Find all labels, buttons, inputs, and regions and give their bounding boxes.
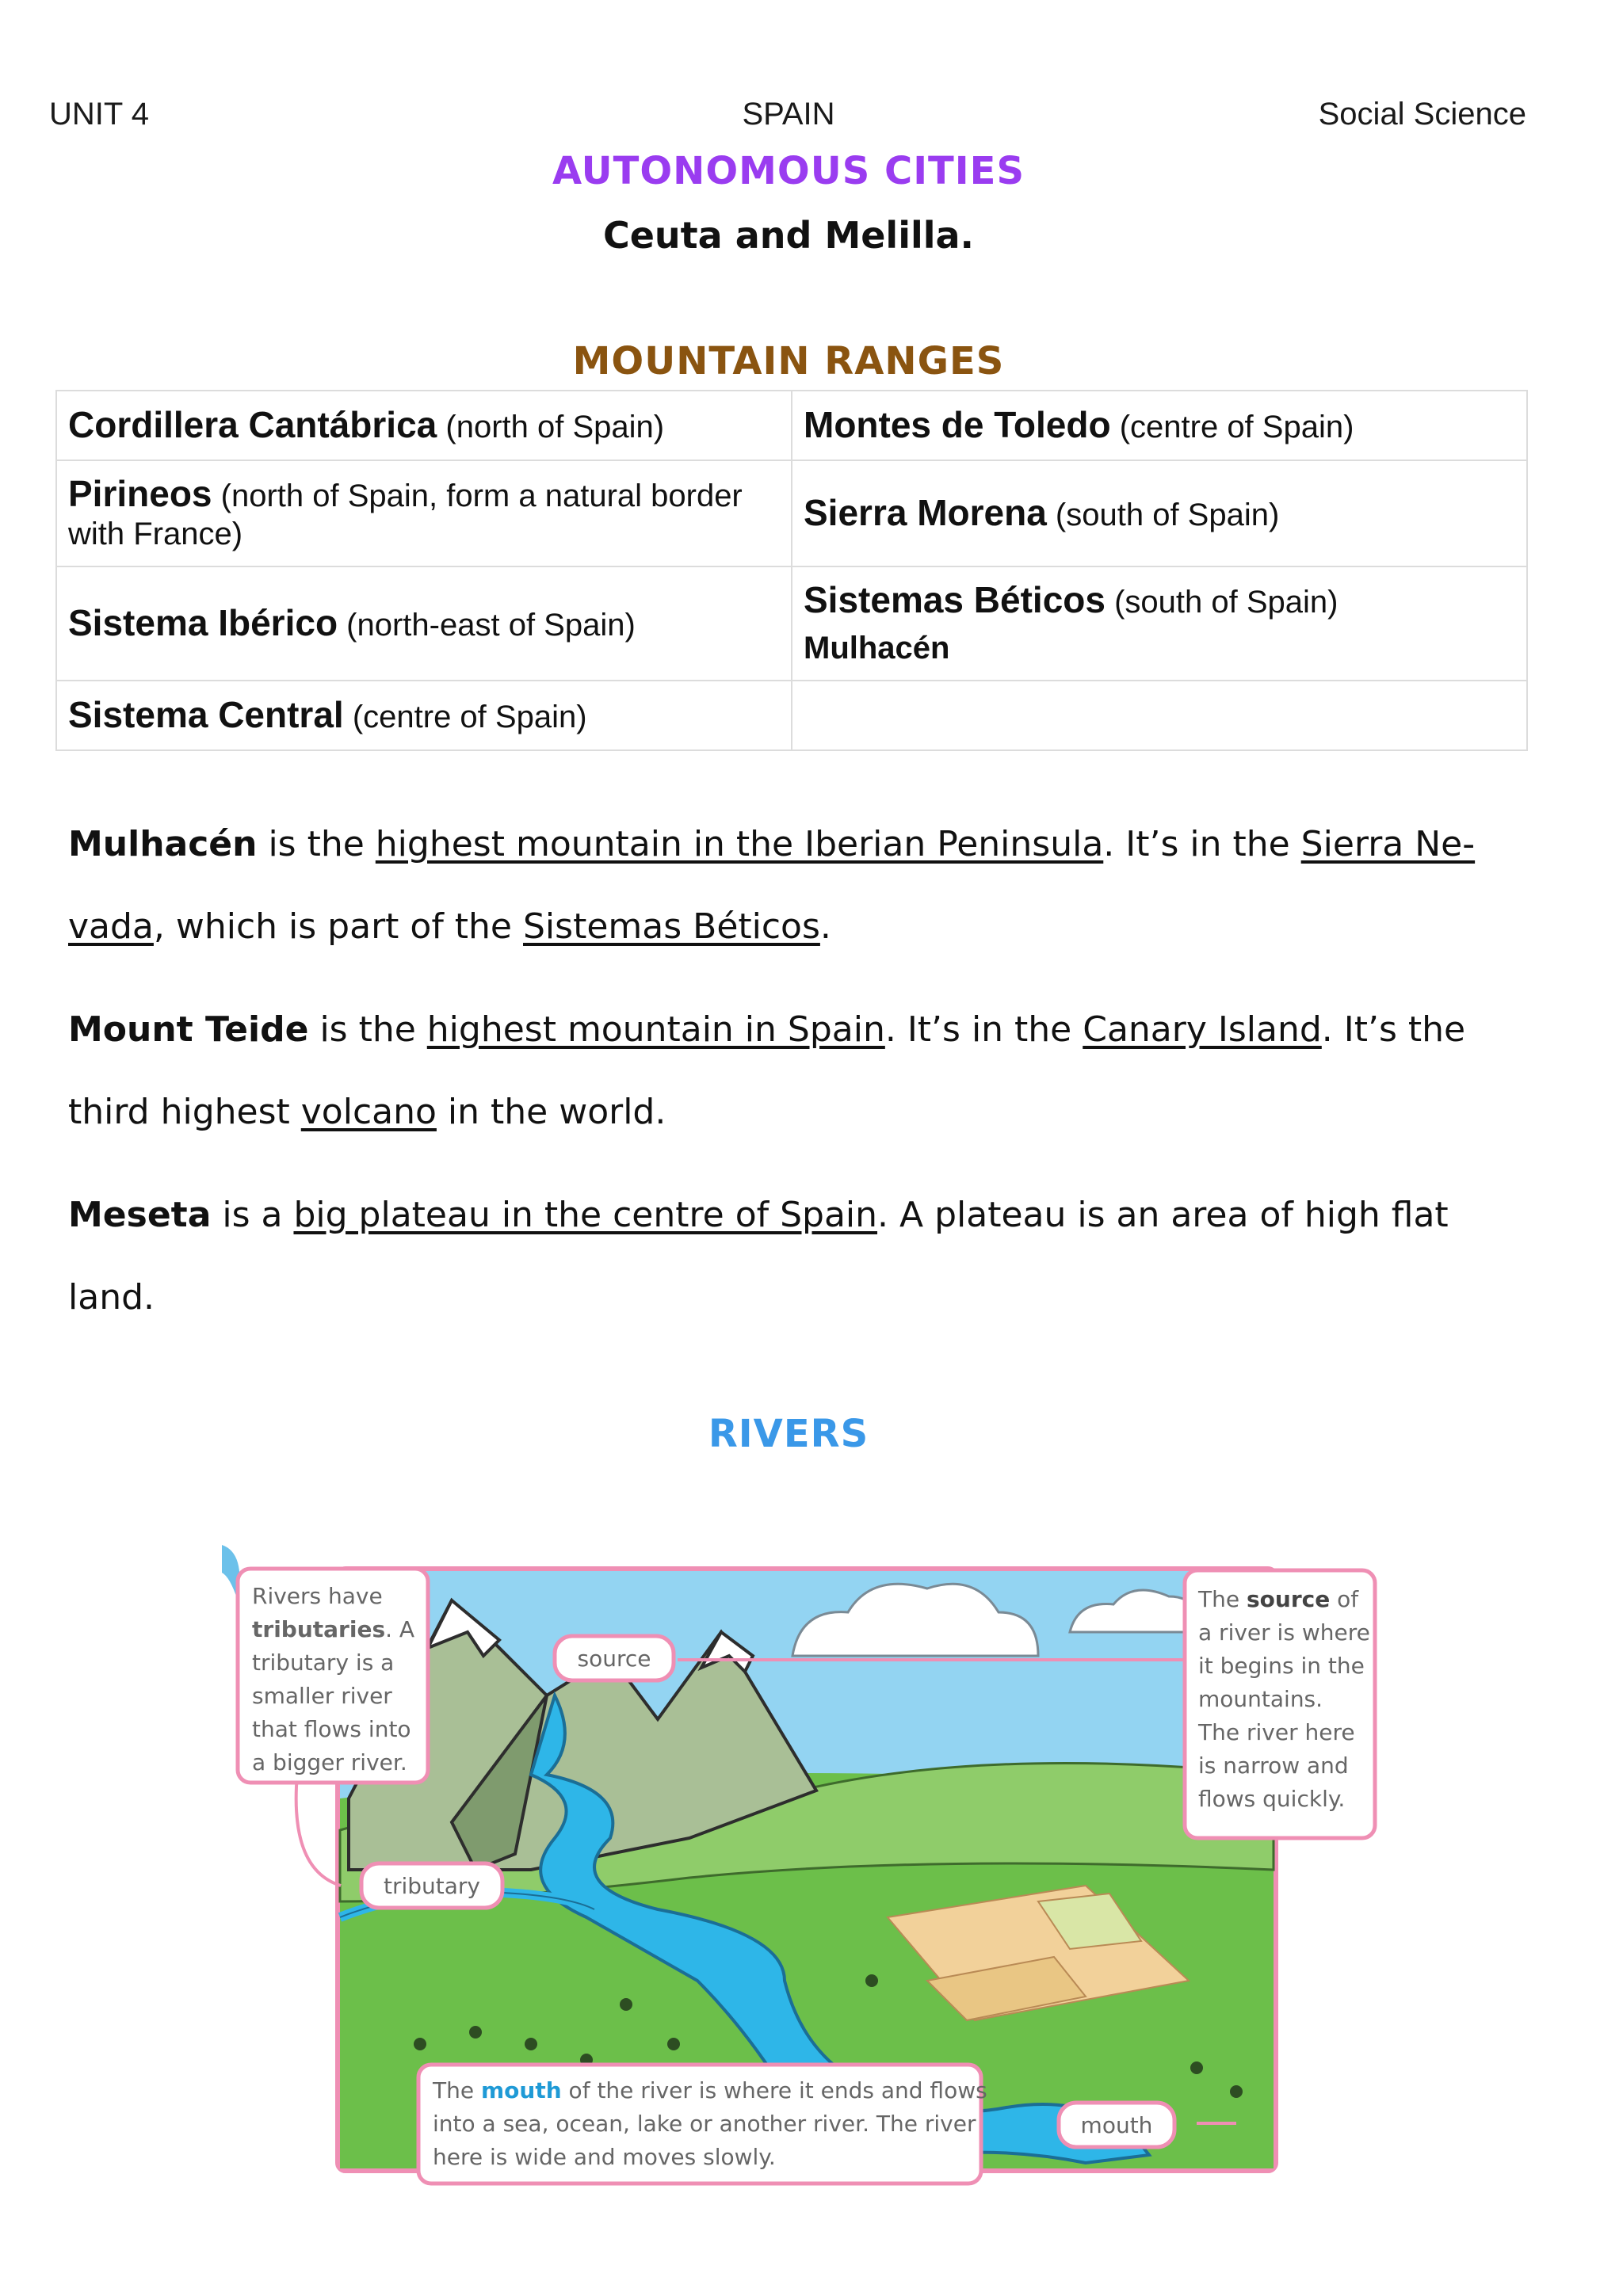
table-cell [56,391,792,460]
underlined-text: big plateau in the centre of Spain [293,1195,878,1235]
box-text: The river here [1198,1719,1355,1745]
table-cell-empty [792,681,1527,750]
range-desc: (south of Spain) [1046,497,1280,532]
unit-label: UNIT 4 [49,97,149,132]
teide-paragraph [68,989,1495,1154]
rivers-heading: RIVERS [708,1412,869,1456]
text: is the [257,824,376,864]
box-text: that flows into [252,1716,411,1742]
topic-label: SPAIN [742,97,835,132]
box-text: mountains. [1198,1686,1323,1712]
table-cell [792,460,1527,566]
svg-text:The mouth of the river is wher [432,2077,987,2103]
underlined-text: highest mountain in the Iberian Peninsula [375,824,1104,864]
box-text: a bigger river. [252,1749,407,1775]
svg-text:mountains. [1198,1686,1323,1712]
text: . It’s the third highest [68,1009,1466,1132]
box-text: into a sea, ocean, lake or another river. The river [433,2111,976,2137]
autonomous-cities-heading: AUTONOMOUS CITIES [552,149,1025,193]
term: Mulhacén [68,824,258,864]
range-desc: (south of Spain) [1105,584,1338,620]
svg-text:flows quickly. [1198,1786,1345,1812]
box-text: . A [385,1616,415,1642]
subject-label: Social Science [1318,97,1526,132]
table-row [56,391,1527,460]
underlined-text: Sierra Ne-vada [68,824,1476,947]
text: . It’s in the [1103,824,1301,864]
table-row [56,681,1527,750]
range-desc: (centre of Spain) [343,699,587,734]
box-term: tributaries [252,1616,386,1642]
svg-text:The source of [1197,1586,1359,1612]
tributary-label [361,1863,502,1908]
table-cell [56,566,792,681]
box-text: The [1198,1586,1247,1612]
box-text: tributary is a [252,1650,395,1676]
box-text: a river is where [1198,1619,1370,1646]
term: Meseta [68,1195,212,1235]
text: . It’s in the [884,1009,1083,1050]
box-text: of the river is where it ends and flows [561,2077,987,2103]
table-row [56,566,1527,681]
underlined-text: Sistemas Béticos [523,906,820,947]
range-name: Pirineos [68,472,212,514]
source-label [555,1636,674,1680]
table-cell [56,460,792,566]
box-text: here is wide and moves slowly. [433,2144,776,2170]
underlined-text: highest mountain in Spain [426,1009,885,1050]
range-desc: (north of Spain, form a natural border with France) [68,478,743,551]
autonomous-cities-list: Ceuta and Melilla. [602,214,975,257]
svg-text:is narrow and [1198,1753,1349,1779]
range-name: Sistema Ibérico [68,601,338,643]
range-name: Montes de Toledo [804,403,1111,445]
svg-text:tributaries. A [252,1616,414,1642]
box-text: flows quickly. [1198,1786,1346,1812]
svg-text:a bigger river. [252,1749,407,1775]
box-text: Rivers have [252,1583,383,1609]
box-text: smaller river [252,1683,392,1709]
box-term: source [1246,1586,1331,1612]
range-name: Sierra Morena [804,491,1047,533]
range-peak: Mulhacén [804,630,950,666]
range-name: Cordillera Cantábrica [68,403,437,445]
box-term: mouth [480,2077,562,2103]
range-desc: (centre of Spain) [1110,409,1354,444]
range-name: Sistema Central [68,693,344,735]
svg-text:it begins in the [1198,1653,1365,1679]
source-info-box [1185,1570,1375,1838]
underlined-text: Canary Island [1083,1009,1322,1050]
table-cell [792,566,1527,681]
box-text: is narrow and [1198,1753,1349,1779]
table-cell [56,681,792,750]
text: . A plateau is an area of high flat land. [68,1195,1449,1318]
svg-text:here is wide and moves slowly. [433,2144,776,2170]
label-text: source [577,1646,651,1672]
text: is the [308,1009,427,1050]
meseta-paragraph [68,1174,1495,1339]
mulhacen-paragraph [68,803,1495,968]
svg-text:The river here [1197,1719,1355,1745]
range-name: Sistemas Béticos [804,578,1106,620]
table-cell [792,391,1527,460]
mountain-ranges-table [55,390,1528,751]
underlined-text: volcano [300,1092,437,1132]
range-desc: (north of Spain) [437,409,665,444]
box-text: The [433,2077,481,2103]
river-diagram [214,1537,1387,2210]
svg-text:smaller river [252,1683,392,1709]
svg-text:tributary is a [252,1650,394,1676]
text: in the world. [436,1092,666,1132]
box-text: of [1330,1586,1359,1612]
range-desc: (north-east of Spain) [338,607,636,643]
svg-text:that flows into [252,1716,411,1742]
svg-text:a river is where [1198,1619,1370,1646]
svg-text:into a sea, ocean, lake or ano [433,2111,976,2137]
mouth-label [1059,2103,1174,2147]
text: . [819,906,831,947]
table-row [56,460,1527,566]
mouth-info-box [418,2065,987,2183]
text: is a [211,1195,294,1235]
label-text: mouth [1080,2112,1153,2138]
svg-text:Rivers have [252,1583,383,1609]
text: , which is part of the [153,906,523,947]
label-text: tributary [383,1873,481,1899]
mountain-ranges-heading: MOUNTAIN RANGES [572,339,1005,383]
box-text: it begins in the [1198,1653,1365,1679]
tributaries-info-box [238,1569,428,1783]
term: Mount Teide [68,1009,309,1050]
